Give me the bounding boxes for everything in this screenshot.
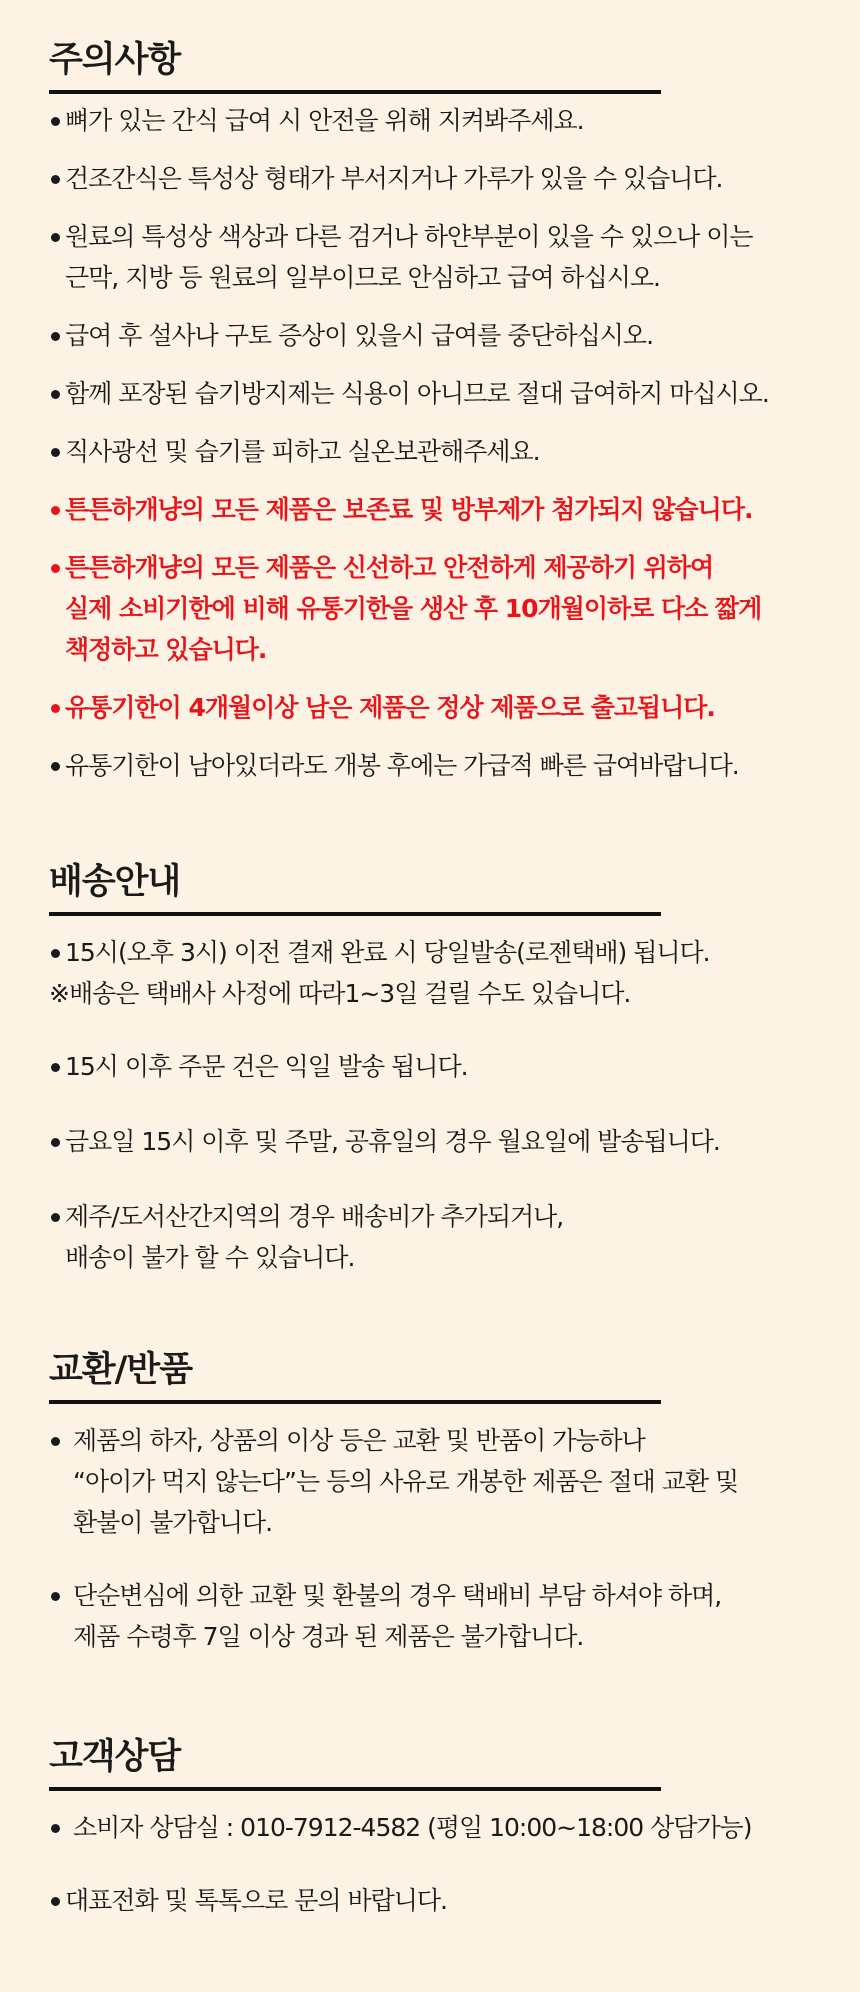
shipping-divider [49,912,661,916]
support-title: 고객상담 [49,1737,181,1777]
support-item [49,1880,839,1921]
support-item-text: 대표전화 및 톡톡으로 문의 바랍니다. [65,1886,447,1915]
caution-item-text: 튼튼하개냥의 모든 제품은 보존료 및 방부제가 첨가되지 않습니다. [65,495,753,524]
caution-item-highlight [49,489,839,530]
exchange-divider [49,1400,661,1404]
exchange-item-text: 제품의 하자, 상품의 이상 등은 교환 및 반품이 가능하나 [73,1426,645,1455]
caution-item-text: 직사광선 및 습기를 피하고 실온보관해주세요. [65,437,540,466]
caution-title: 주의사항 [49,40,181,80]
caution-item-text: 뼈가 있는 간식 급여 시 안전을 위해 지켜봐주세요. [65,106,584,135]
shipping-section [49,860,839,1278]
exchange-item-text: 제품 수령후 7일 이상 경과 된 제품은 불가합니다. [73,1622,584,1651]
support-divider [49,1787,661,1791]
caution-item-text: 유통기한이 남아있더라도 개봉 후에는 가급적 빠른 급여바랍니다. [65,751,739,780]
caution-item-text: 유통기한이 4개월이상 남은 제품은 정상 제품으로 출고됩니다. [65,693,715,722]
shipping-item [49,1196,839,1278]
caution-divider [49,90,661,94]
shipping-item [49,1121,839,1162]
exchange-item-text: 환불이 불가합니다. [73,1508,273,1537]
exchange-title: 교환/반품 [49,1350,193,1390]
caution-item [49,373,839,414]
shipping-list [49,932,839,1278]
shipping-title: 배송안내 [49,862,181,902]
caution-item [49,100,839,141]
exchange-item-text: “아이가 먹지 않는다”는 등의 사유로 개봉한 제품은 절대 교환 및 [73,1467,739,1496]
caution-item-text: 실제 소비기한에 비해 유통기한을 생산 후 10개월이하로 다소 짧게 [65,594,762,623]
caution-item [49,216,839,298]
caution-item-text: 책정하고 있습니다. [65,635,267,664]
support-list [49,1807,839,1921]
caution-list [49,100,839,786]
caution-item-text: 원료의 특성상 색상과 다른 검거나 하얀부분이 있을 수 있으나 이는 [65,222,753,251]
caution-item-text: 튼튼하개냥의 모든 제품은 신선하고 안전하게 제공하기 위하여 [65,553,714,582]
shipping-item-text: 금요일 15시 이후 및 주말, 공휴일의 경우 월요일에 발송됩니다. [65,1127,720,1156]
shipping-item-text: 배송이 불가 할 수 있습니다. [65,1243,355,1272]
exchange-item [49,1420,839,1543]
shipping-item-text: 제주/도서산간지역의 경우 배송비가 추가되거나, [65,1202,564,1231]
shipping-note: ※배송은 택배사 사정에 따라1~3일 걸릴 수도 있습니다. [49,979,631,1008]
shipping-item [49,932,839,1014]
caution-item [49,315,839,356]
caution-item-highlight [49,687,839,728]
support-item-phone [49,1807,839,1848]
exchange-item [49,1575,839,1657]
caution-item-text: 함께 포장된 습기방지제는 식용이 아니므로 절대 급여하지 마십시오. [65,379,769,408]
shipping-item [49,1046,839,1087]
support-section [49,1735,839,1921]
caution-item-text: 건조간식은 특성상 형태가 부서지거나 가루가 있을 수 있습니다. [65,164,723,193]
caution-section [49,38,839,786]
caution-item [49,745,839,786]
exchange-section [49,1348,839,1657]
caution-item-text: 급여 후 설사나 구토 증상이 있을시 급여를 중단하십시오. [65,321,654,350]
support-item-text: 소비자 상담실 : 010-7912-4582 (평일 10:00~18:00 상담가능) [73,1813,752,1842]
exchange-item-text: 단순변심에 의한 교환 및 환불의 경우 택배비 부담 하셔야 하며, [73,1581,722,1610]
caution-item-highlight [49,547,839,670]
shipping-item-text: 15시 이후 주문 건은 익일 발송 됩니다. [65,1052,468,1081]
caution-item [49,431,839,472]
caution-item [49,158,839,199]
caution-item-text: 근막, 지방 등 원료의 일부이므로 안심하고 급여 하십시오. [65,263,660,292]
exchange-list [49,1420,839,1657]
shipping-item-text: 15시(오후 3시) 이전 결재 완료 시 당일발송(로젠택배) 됩니다. [65,938,710,967]
